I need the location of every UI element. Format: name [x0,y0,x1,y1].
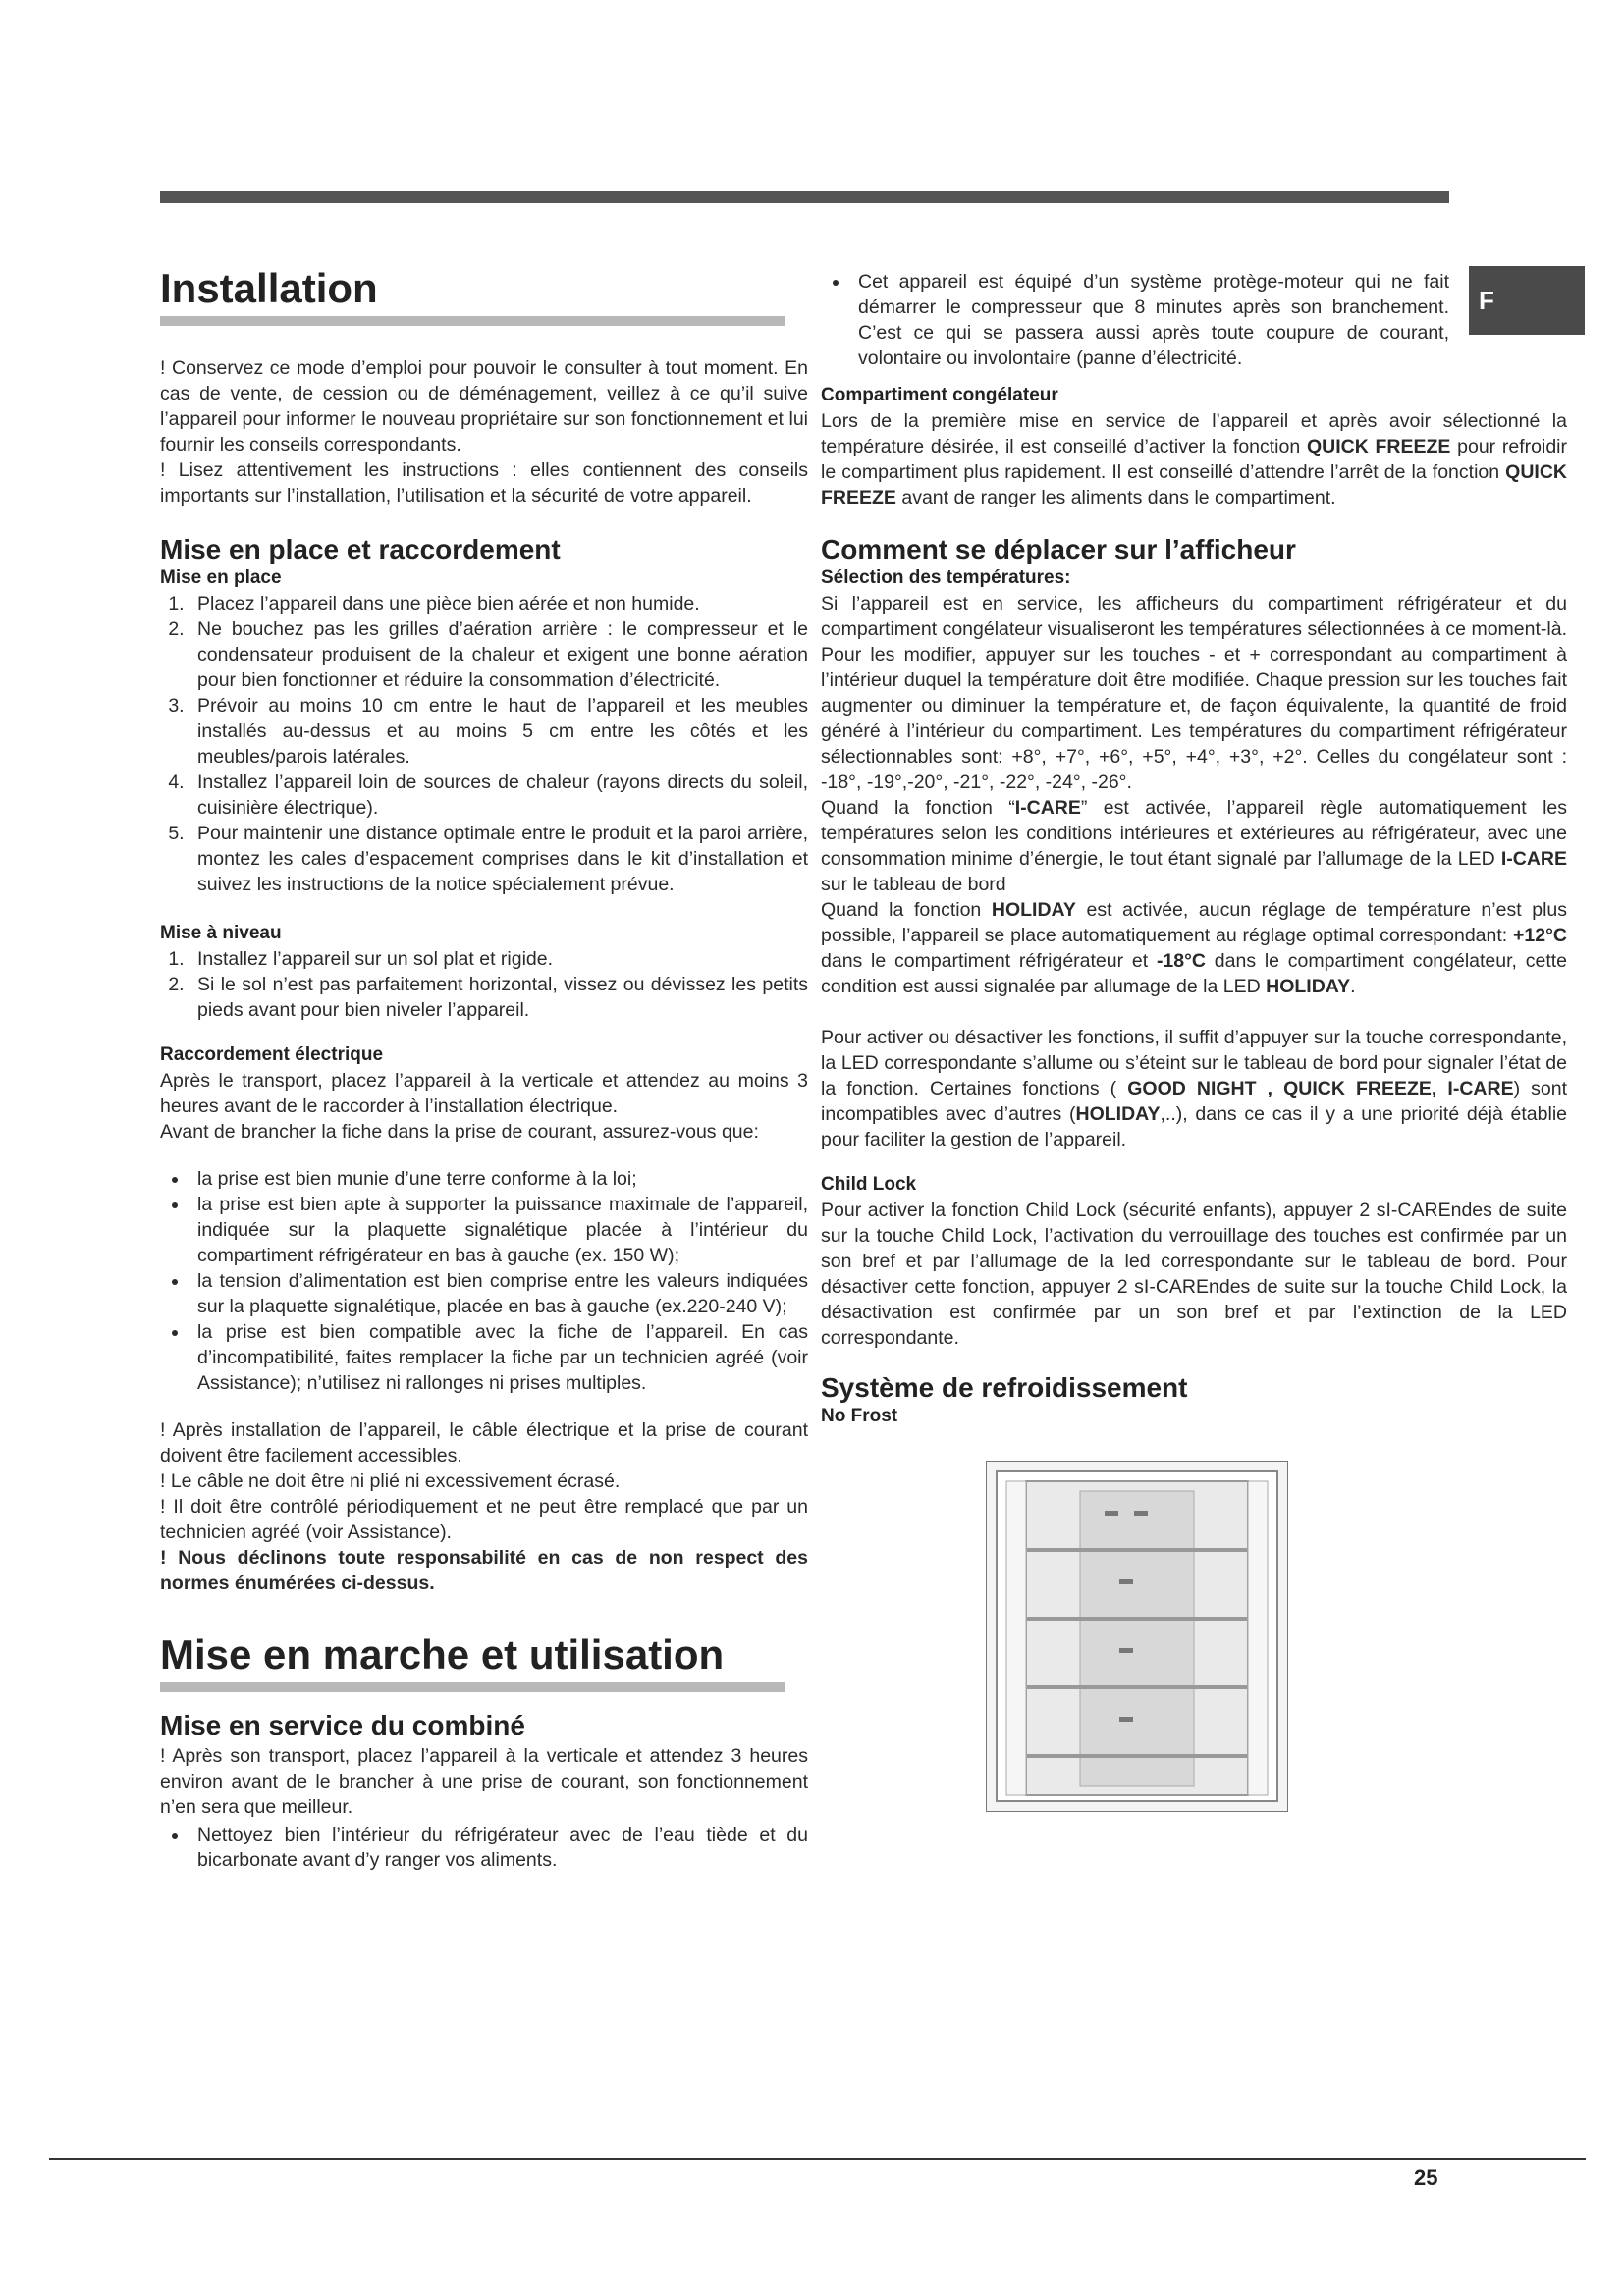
list-item: 2. Si le sol n’est pas parfaitement horizontal, vissez ou dévissez les petits pieds avant pour bien niveler l’appareil. [189,972,808,1023]
intro-paragraph-1: ! Conservez ce mode d’emploi pour pouvoir le consulter à tout moment. En cas de vente, de cession ou de déménagement, veillez à ce qu’il suive l’appareil pour informer le nouveau propriétaire sur son fonctionnement et lui fournir les conseils correspondants. [160,357,808,455]
protege-list [821,269,1567,371]
list-item: • la prise est bien apte à supporter la puissance maximale de l’appareil, indiquée sur la plaquette signalétique placée à l’intérieur du compartiment réfrigérateur en bas à gauche (ex. 150 W); [189,1192,808,1268]
warning-1: ! Après installation de l’appareil, le câble électrique et la prise de courant doivent être facilement accessibles. [160,1419,808,1467]
list-item: • Nettoyez bien l’intérieur du réfrigérateur avec de l’eau tiède et du bicarbonate avant d’y ranger vos aliments. [189,1822,808,1873]
list-item: • Cet appareil est équipé d’un système protège-moteur qui ne fait démarrer le compresseur que 8 minutes après son branchement. C’est ce qui se passera aussi après toute coupure de courant, volontaire ou involontaire (panne d’électricité. [850,269,1449,371]
heading-child-lock: Child Lock [821,1174,917,1195]
child-lock-paragraph: Pour activer la fonction Child Lock (sécurité enfants), appuyer 2 sI-CAREndes de suite sur la touche Child Lock, l’activation du verrouillage des touches est confirmée par un son bref et par l’allumage de la led correspondante sur le tableau de bord. Pour désactiver cette fonction, appuyer 2 sI-CAREndes de suite sur la touche Child Lock, la désactivation est confirmée par un son bref et par l’extinction de la LED correspondante. [821,1200,1567,1349]
heading-mise-en-place: Mise en place [160,567,282,588]
top-rule [160,191,1449,203]
congelateur-paragraph: Lors de la première mise en service de l’appareil et après avoir sélectionné la température désirée, il est conseillé d’activer la fonction QUICK FREEZE pour refroidir le compartiment plus rapidement. Il est conseillé d’attendre l’arrêt de la fonction QUICK FREEZE avant de ranger les aliments dans le compartiment. [821,410,1567,508]
fridge-interior-illustration [987,1462,1287,1811]
list-item: 4. Installez l’appareil loin de sources de chaleur (rayons directs du soleil, cuisinière électrique). [189,770,808,821]
list-item: • la prise est bien compatible avec la fiche de l’appareil. En cas d’incompatibilité, faites remplacer la fiche par un technicien agréé (voir Assistance); n’utilisez ni rallonges ni prises multiples. [189,1319,808,1396]
list-item: 1. Placez l’appareil dans une pièce bien aérée et non humide. [189,591,808,616]
list-item: • la prise est bien munie d’une terre conforme à la loi; [189,1166,808,1192]
selection-paragraph: Si l’appareil est en service, les afficheurs du compartiment réfrigérateur et du compartiment congélateur visualiseront les températures sélectionnées à ce moment-là. Pour les modifier, appuyer sur les touches - et + correspondant au compartiment à l’intérieur duquel la température doit être modifiée. Chaque pression sur les touches fait augmenter ou diminuer la température et, de façon équivalente, la quantité de froid généré à l’intérieur du compartiment. Les températures du compartiment réfrigérateur sélectionnables sont: +8°, +7°, +6°, +5°, +4°, +3°, +2°. Celles du congélateur sont : -18°, -19°,-20°, -21°, -22°, -24°, -26°. [821,593,1567,793]
heading-compartiment-congelateur: Compartiment congélateur [821,385,1058,405]
right-column [821,265,1567,1812]
niveau-list [160,946,808,1023]
left-column [160,265,808,1873]
heading-mise-en-place-raccordement: Mise en place et raccordement [160,534,561,564]
page-number: 25 [1414,2165,1438,2190]
heading-selection-temperatures: Sélection des températures: [821,567,1071,588]
warning-3: ! Il doit être contrôlé périodiquement et ne peut être remplacé que par un technicien agréé (voir Assistance). [160,1496,808,1543]
heading-raccordement-electrique: Raccordement électrique [160,1044,384,1065]
heading-systeme-refroidissement: Système de refroidissement [821,1372,1188,1403]
heading-mise-en-service: Mise en service du combiné [160,1710,525,1740]
language-tab: F [1469,266,1585,335]
warning-4: ! Nous déclinons toute responsabilité en cas de non respect des normes énumérées ci-dessus. [160,1547,808,1594]
no-frost-diagram [986,1461,1288,1812]
raccordement-paragraph-2: Avant de brancher la fiche dans la prise de courant, assurez-vous que: [160,1121,759,1143]
service-list [160,1822,808,1873]
checks-list [160,1166,808,1396]
icare-paragraph: Quand la fonction “I-CARE” est activée, l’appareil règle automatiquement les températures selon les conditions intérieures et extérieures au réfrigérateur, avec une consommation minime d’énergie, le tout étant signalé par l’allumage de la LED I-CARE sur le tableau de bord [821,797,1567,895]
service-paragraph: ! Après son transport, placez l’appareil à la verticale et attendez 3 heures environ avant de le brancher à une prise de courant, son fonctionnement n’en sera que meilleur. [160,1745,808,1818]
warning-2: ! Le câble ne doit être ni plié ni excessivement écrasé. [160,1470,621,1492]
list-item: 5. Pour maintenir une distance optimale entre le produit et la paroi arrière, montez les cales d’espacement comprises dans le kit d’installation et suivez les instructions de la notice spécialement prévue. [189,821,808,897]
section-title-mise-en-marche: Mise en marche et utilisation [160,1631,785,1692]
list-item: 3. Prévoir au moins 10 cm entre le haut de l’appareil et les meubles installés au-dessus et au moins 5 cm entre les côtés et les meubles/parois latérales. [189,693,808,770]
list-item: 1. Installez l’appareil sur un sol plat et rigide. [189,946,808,972]
heading-mise-a-niveau: Mise à niveau [160,923,282,943]
heading-afficheur: Comment se déplacer sur l’afficheur [821,534,1296,564]
bottom-rule [49,2158,1586,2160]
activer-paragraph: Pour activer ou désactiver les fonctions, il suffit d’appuyer sur la touche correspondante, la LED correspondante s’allume ou s’éteint sur le tableau de bord pour signaler l’état de la fonction. Certaines fonctions ( GOOD NIGHT , QUICK FREEZE, I-CARE) sont incompatibles avec d’autres (HOLIDAY,..), dans ce cas il y a une priorité déjà établie pour faciliter la gestion de l’appareil. [821,1027,1568,1150]
holiday-paragraph: Quand la fonction HOLIDAY est activée, aucun réglage de température n’est plus possible, l’appareil se place automatiquement au réglage optimal correspondant: +12°C dans le compartiment réfrigérateur et -18°C dans le compartiment congélateur, cette condition est aussi signalée par allumage de la LED HOLIDAY. [821,899,1567,997]
list-item: 2. Ne bouchez pas les grilles d’aération arrière : le compresseur et le condensateur produisent de la chaleur et exigent une bonne aération pour bien fonctionner et réduire la consommation d’électricité. [189,616,808,693]
heading-no-frost: No Frost [821,1406,898,1426]
list-item: • la tension d’alimentation est bien comprise entre les valeurs indiquées sur la plaquette signalétique, placée en bas à gauche (ex.220-240 V); [189,1268,808,1319]
raccordement-paragraph-1: Après le transport, placez l’appareil à la verticale et attendez au moins 3 heures avant de le raccorder à l’installation électrique. [160,1070,808,1117]
section-title-installation: Installation [160,265,785,326]
placement-list [160,591,808,897]
intro-paragraph-2: ! Lisez attentivement les instructions : elles contiennent des conseils importants sur l’installation, l’utilisation et la sécurité de votre appareil. [160,459,808,507]
